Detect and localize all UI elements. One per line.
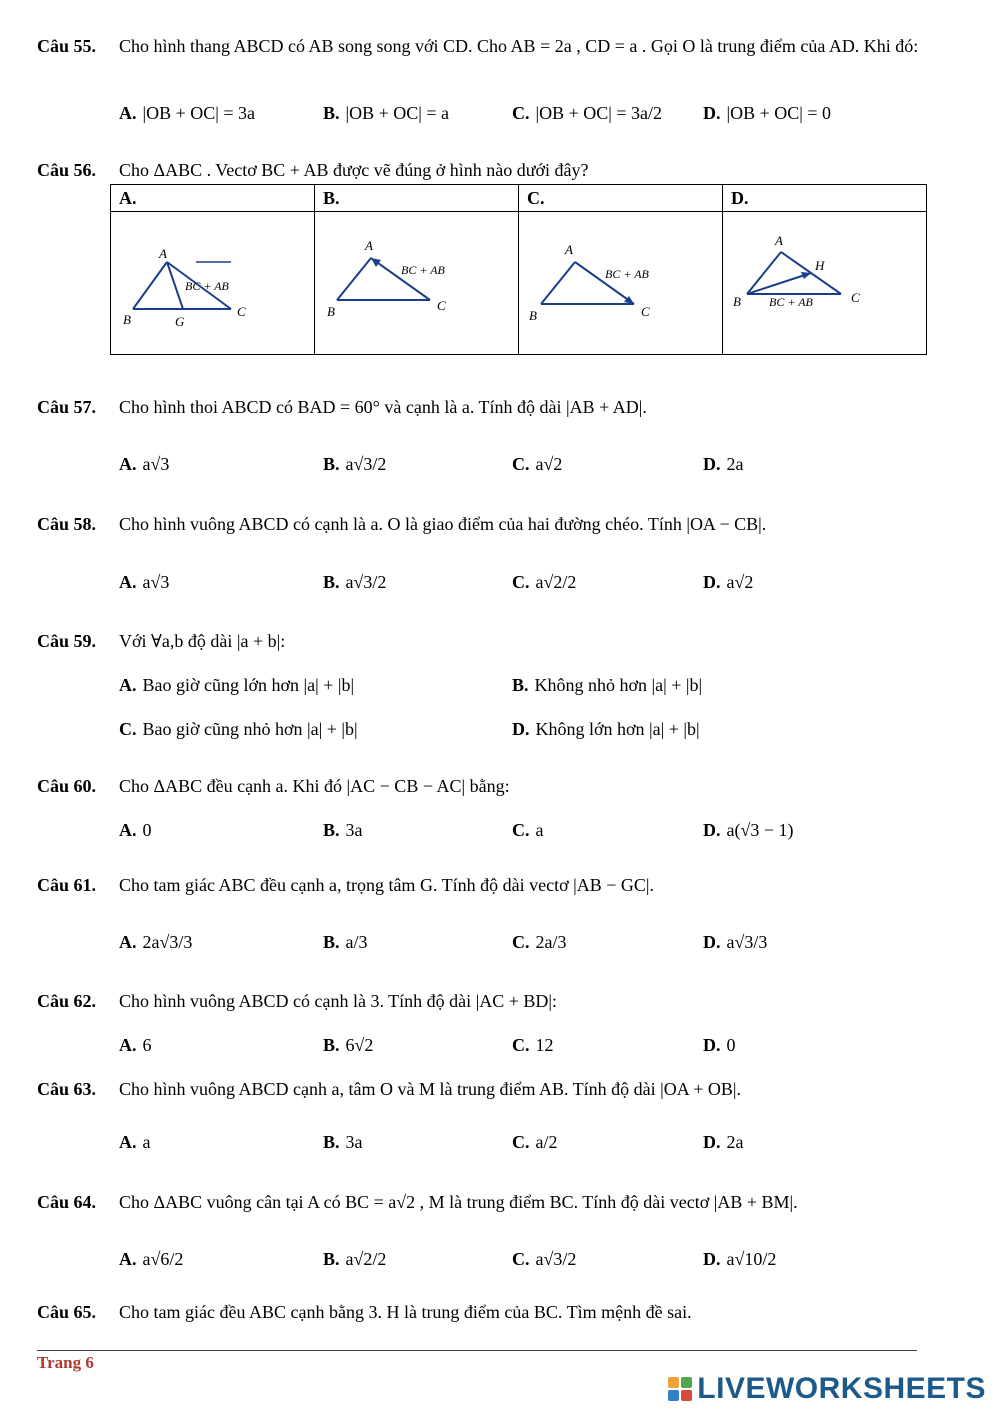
figure-header-a: A. (111, 185, 315, 212)
question-text: Cho ΔABC vuông cân tại A có BC = a√2 , M là trung điểm BC. Tính độ dài vectơ |AB + BM|. (119, 1192, 798, 1212)
figure-option-b[interactable] (315, 212, 519, 355)
question-55 (37, 32, 959, 60)
question-number: Câu 55. (37, 36, 97, 56)
answers-63 (119, 1120, 879, 1170)
option-expr: |OB + OC| = 3a (142, 103, 256, 123)
option-d[interactable]: D. 2a (703, 454, 744, 474)
option-a[interactable]: A. 6 (119, 1035, 152, 1055)
label-c: C (641, 304, 650, 319)
label-vector: BC + AB (401, 263, 445, 277)
option-b[interactable]: B. a/3 (323, 932, 368, 952)
question-number: Câu 64. (37, 1192, 97, 1212)
question-number: Câu 57. (37, 397, 97, 417)
figure-option-d[interactable] (723, 212, 927, 355)
figure-option-a[interactable] (111, 212, 315, 355)
question-number: Câu 58. (37, 514, 97, 534)
label-c: C (237, 304, 246, 319)
option-d[interactable]: D. a√2 (703, 572, 754, 592)
question-text: Cho hình thang ABCD có AB song song với CD. Cho AB = 2a , CD = a . Gọi O là trung điểm của AD. Khi đó: (119, 36, 919, 56)
option-a[interactable]: A. a√6/2 (119, 1249, 184, 1269)
label-vector: BC + AB (769, 295, 813, 309)
question-text: Cho tam giác đều ABC cạnh bằng 3. H là trung điểm của BC. Tìm mệnh đề sai. (119, 1302, 692, 1322)
option-a[interactable]: A. |OB + OC| = 3a (119, 103, 256, 123)
question-number: Câu 63. (37, 1079, 97, 1099)
question-number: Câu 61. (37, 875, 97, 895)
question-text: Với ∀a,b độ dài |a + b|: (119, 631, 286, 651)
question-64 (37, 1188, 959, 1216)
label-b: B (327, 304, 335, 319)
label-h: H (815, 258, 825, 273)
answers-61 (119, 918, 879, 968)
option-c[interactable]: C. a√2/2 (512, 572, 577, 592)
option-d[interactable]: D. a(√3 − 1) (703, 820, 794, 840)
liveworksheets-grid-icon (667, 1376, 693, 1402)
question-text: Cho hình vuông ABCD có cạnh là a. O là giao điểm của hai đường chéo. Tính |OA − CB|. (119, 514, 767, 534)
option-a[interactable]: A. Bao giờ cũng lớn hơn |a| + |b| (119, 675, 355, 695)
option-c[interactable]: C. a√2 (512, 454, 563, 474)
option-b[interactable]: B. a√2/2 (323, 1249, 387, 1269)
label-b: B (123, 312, 131, 327)
answers-58 (119, 558, 879, 608)
option-expr: |OB + OC| = 3a/2 (535, 103, 663, 123)
question-58 (37, 510, 959, 538)
question-number: Câu 60. (37, 776, 97, 796)
label-c: C (437, 298, 446, 313)
option-c[interactable]: C. 2a/3 (512, 932, 567, 952)
option-c[interactable]: C. a√3/2 (512, 1249, 577, 1269)
question-text: Cho ΔABC . Vectơ BC + AB được vẽ đúng ở hình nào dưới đây? (119, 160, 589, 180)
option-d[interactable]: D. 2a (703, 1132, 744, 1152)
figure-option-c[interactable] (519, 212, 723, 355)
label-vector: BC + AB (185, 279, 229, 293)
question-59 (37, 627, 959, 655)
label-b: B (529, 308, 537, 323)
triangle-figure-b (315, 212, 518, 349)
option-c[interactable]: C. a (512, 820, 544, 840)
option-b[interactable]: B. 3a (323, 820, 363, 840)
question-65 (37, 1298, 959, 1326)
option-b[interactable]: B. 6√2 (323, 1035, 374, 1055)
option-b[interactable]: B. 3a (323, 1132, 363, 1152)
triangle-figure-a (111, 212, 314, 349)
question-text: Cho hình thoi ABCD có BAD = 60° và cạnh là a. Tính độ dài |AB + AD|. (119, 397, 647, 417)
option-b[interactable]: B. |OB + OC| = a (323, 103, 450, 123)
option-b[interactable]: B. a√3/2 (323, 572, 387, 592)
label-a: A (365, 238, 373, 253)
option-a[interactable]: A. 2a√3/3 (119, 932, 193, 952)
footer-divider (37, 1350, 917, 1351)
question-56 (37, 156, 959, 184)
option-expr: |OB + OC| = 0 (726, 103, 832, 123)
question-text: Cho hình vuông ABCD cạnh a, tâm O và M là trung điểm AB. Tính độ dài |OA + OB|. (119, 1079, 741, 1099)
label-a: A (775, 233, 783, 248)
question-number: Câu 65. (37, 1302, 97, 1322)
label-g: G (175, 314, 185, 329)
figure-table (110, 184, 927, 355)
option-c[interactable]: C. 12 (512, 1035, 554, 1055)
question-63 (37, 1075, 959, 1103)
question-number: Câu 62. (37, 991, 97, 1011)
figure-header-c: C. (519, 185, 723, 212)
option-a[interactable]: A. 0 (119, 820, 152, 840)
option-a[interactable]: A. a√3 (119, 572, 170, 592)
answers-55 (119, 95, 879, 139)
question-text: Cho tam giác ABC đều cạnh a, trọng tâm G. Tính độ dài vectơ |AB − GC|. (119, 875, 654, 895)
option-c[interactable]: C. a/2 (512, 1132, 558, 1152)
page-number: Trang 6 (37, 1353, 94, 1372)
option-a[interactable]: A. a (119, 1132, 151, 1152)
figure-header-b: B. (315, 185, 519, 212)
question-text: Cho ΔABC đều cạnh a. Khi đó |AC − CB − AC| bằng: (119, 776, 510, 796)
answers-57 (119, 440, 879, 490)
option-d[interactable]: D. Không lớn hơn |a| + |b| (512, 719, 700, 739)
option-expr: |OB + OC| = a (345, 103, 450, 123)
option-d[interactable]: D. a√10/2 (703, 1249, 777, 1269)
answers-62 (119, 1033, 879, 1063)
triangle-figure-d (723, 212, 926, 349)
option-d[interactable]: D. |OB + OC| = 0 (703, 103, 832, 123)
question-60 (37, 772, 959, 800)
liveworksheets-logo (667, 1372, 986, 1406)
option-c[interactable]: C. |OB + OC| = 3a/2 (512, 103, 663, 123)
question-62 (37, 987, 959, 1015)
question-number: Câu 59. (37, 631, 97, 651)
label-vector: BC + AB (605, 267, 649, 281)
option-c[interactable]: C. Bao giờ cũng nhỏ hơn |a| + |b| (119, 719, 358, 739)
option-b[interactable]: B. a√3/2 (323, 454, 387, 474)
label-c: C (851, 290, 860, 305)
question-57 (37, 393, 959, 421)
label-b: B (733, 294, 741, 309)
figure-header-d: D. (723, 185, 927, 212)
brand-name: LIVEWORKSHEETS (697, 1372, 986, 1405)
answers-60 (119, 818, 879, 848)
option-d[interactable]: D. a√3/3 (703, 932, 768, 952)
label-a: A (565, 242, 573, 257)
triangle-figure-c (519, 212, 722, 349)
option-d[interactable]: D. 0 (703, 1035, 736, 1055)
answers-64 (119, 1235, 879, 1285)
option-b[interactable]: B. Không nhỏ hơn |a| + |b| (512, 675, 703, 695)
question-text: Cho hình vuông ABCD có cạnh là 3. Tính độ dài |AC + BD|: (119, 991, 558, 1011)
answers-59 (119, 675, 879, 755)
question-number: Câu 56. (37, 160, 97, 180)
option-a[interactable]: A. a√3 (119, 454, 170, 474)
label-a: A (159, 246, 167, 261)
question-61 (37, 871, 959, 899)
